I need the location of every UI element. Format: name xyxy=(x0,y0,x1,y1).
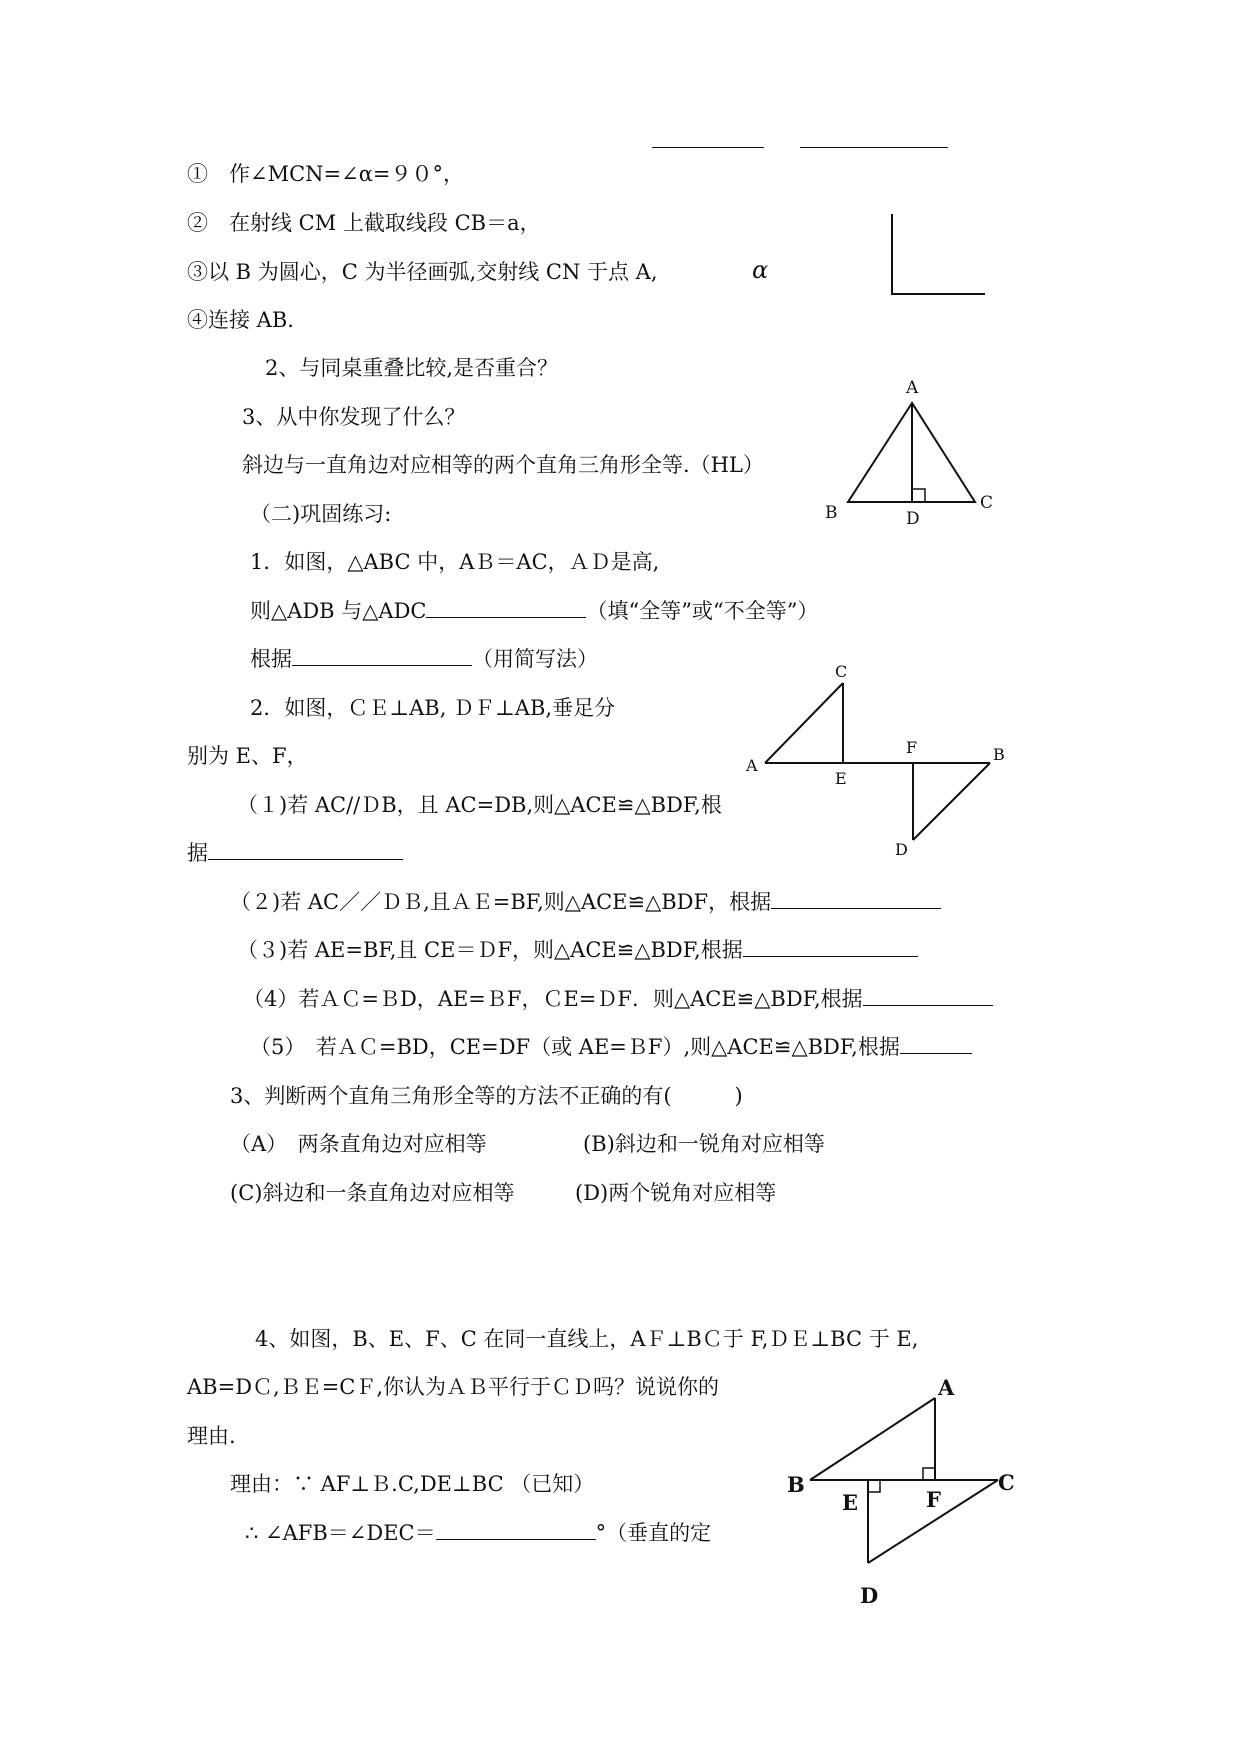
part-3-text: （３)若 AE=BF,且 CE＝ＤF，则△ACE≌△BDF,根据 xyxy=(237,938,743,962)
exercise-1-text: 则△ADB 与△ADC xyxy=(250,599,427,623)
label-b: B xyxy=(993,745,1005,764)
reason-line-2 xyxy=(245,1519,711,1547)
answer-blank-part-2[interactable] xyxy=(771,890,941,909)
label-b: B xyxy=(787,1472,805,1497)
label-c: C xyxy=(998,1470,1015,1495)
right-angle-figure xyxy=(890,212,990,297)
label-f: F xyxy=(906,738,918,757)
segment-ab xyxy=(810,1398,935,1480)
question-4-end: 理由. xyxy=(187,1424,236,1448)
right-angle-mark-e xyxy=(868,1480,880,1492)
label-e: E xyxy=(835,769,847,788)
question-4-cont: AB=DＣ,ＢＥ=CＦ,你认为ＡＢ平行于ＣＤ吗？说说你的 xyxy=(187,1375,720,1399)
part-5 xyxy=(250,1033,972,1061)
label-d: D xyxy=(860,1583,879,1608)
reason-line-1: 理由：∵ AF⊥Ｂ.C,DE⊥BC （已知） xyxy=(230,1472,595,1496)
label-a: A xyxy=(938,1375,955,1400)
part-4-text: （4）若ＡＣ=ＢD，AE=ＢF，ＣE=ＤF．则△ACE≌△BDF,根据 xyxy=(243,987,863,1011)
part-2-text: （２)若 AC／／ＤＢ,且ＡＥ=BF,则△ACE≌△BDF，根据 xyxy=(230,890,772,914)
question-4: 4、如图，B、E、F、C 在同一直线上，AＦ⊥BＣ于 F,ＤＥ⊥BC 于 E, xyxy=(255,1327,919,1351)
reason-2-tail: °（垂直的定 xyxy=(595,1521,712,1545)
right-angle-lines xyxy=(892,214,985,294)
answer-blank-part-4[interactable] xyxy=(863,987,993,1006)
part-2 xyxy=(230,888,941,916)
option-d[interactable]: (D)两个锐角对应相等 xyxy=(575,1181,777,1205)
answer-blank-part-1[interactable] xyxy=(208,841,403,860)
answer-blank-angle[interactable] xyxy=(436,1521,596,1540)
answer-blank-part-3[interactable] xyxy=(743,938,918,957)
exercise-1: 1．如图，△ABC 中，AＢ＝AC，ＡＤ是高, xyxy=(250,550,660,574)
segment-db xyxy=(913,763,990,840)
reason-hint: （用简写法） xyxy=(472,647,598,671)
part-3 xyxy=(237,936,918,964)
part-1: （１)若 AC//ＤB，且 AC=DB,则△ACE≌△BDF,根 xyxy=(237,793,722,817)
question-2: 2、与同桌重叠比较,是否重合？ xyxy=(265,356,559,380)
step-2: ② 在射线 CM 上截取线段 CB＝a， xyxy=(187,211,541,235)
right-angle-mark-f xyxy=(923,1468,935,1480)
segment-ac xyxy=(765,683,843,763)
reason-label: 根据 xyxy=(250,647,292,671)
part-5-text: （5） 若ＡＣ=BD，CE=DF（或 AE=ＢF）,则△ACE≌△BDF,根据 xyxy=(250,1035,900,1059)
part-4 xyxy=(243,985,993,1013)
right-angle-mark-d xyxy=(912,489,925,502)
reason-2-text: ∴ ∠AFB＝∠DEC＝ xyxy=(245,1521,436,1545)
top-blank-1 xyxy=(652,147,764,148)
answer-blank-part-5[interactable] xyxy=(900,1035,972,1054)
multiple-choice-question: 3、判断两个直角三角形全等的方法不正确的有( ) xyxy=(230,1084,743,1108)
hl-statement: 斜边与一直角边对应相等的两个直角三角形全等.（HL） xyxy=(242,453,764,477)
option-c[interactable]: (C)斜边和一条直角边对应相等 xyxy=(230,1181,515,1205)
question-3: 3、从中你发现了什么？ xyxy=(242,405,466,429)
top-blank-2 xyxy=(800,147,948,148)
option-a[interactable]: （A） 两条直角边对应相等 xyxy=(230,1132,487,1156)
alpha-symbol: α xyxy=(752,256,769,284)
answer-blank-reason-1[interactable] xyxy=(292,647,472,666)
label-c: C xyxy=(835,662,848,681)
exercise-1-fill xyxy=(250,597,818,625)
label-d: D xyxy=(895,840,908,859)
exercise-2: 2．如图，ＣＥ⊥AB, ＤＦ⊥AB,垂足分 xyxy=(250,696,616,720)
label-e: E xyxy=(842,1490,859,1515)
label-b: B xyxy=(825,503,838,523)
label-a: A xyxy=(746,756,758,775)
part-1-cont xyxy=(187,839,403,867)
figure-triangle-abc xyxy=(820,375,1005,535)
step-3: ③以 B 为圆心，C 为半径画弧,交射线 CN 于点 A, xyxy=(187,260,658,284)
exercise-1-reason xyxy=(250,645,598,673)
exercise-2-cont: 别为 E、F， xyxy=(187,744,308,768)
step-4: ④连接 AB. xyxy=(187,308,294,332)
label-a: A xyxy=(906,378,919,398)
exercise-1-hint: （填“全等”或“不全等”） xyxy=(586,599,819,623)
part-1-label: 据 xyxy=(187,841,208,865)
label-d: D xyxy=(906,509,920,529)
label-c: C xyxy=(980,493,994,513)
label-f: F xyxy=(926,1487,941,1512)
figure-befc xyxy=(780,1370,1020,1615)
answer-blank-congruent[interactable] xyxy=(426,599,586,618)
step-1: ① 作∠MCN=∠α=９０°， xyxy=(187,162,465,186)
figure-ab-ce-df xyxy=(740,660,1020,865)
section-heading: （二)巩固练习: xyxy=(250,502,392,526)
option-b[interactable]: (B)斜边和一锐角对应相等 xyxy=(583,1132,825,1156)
